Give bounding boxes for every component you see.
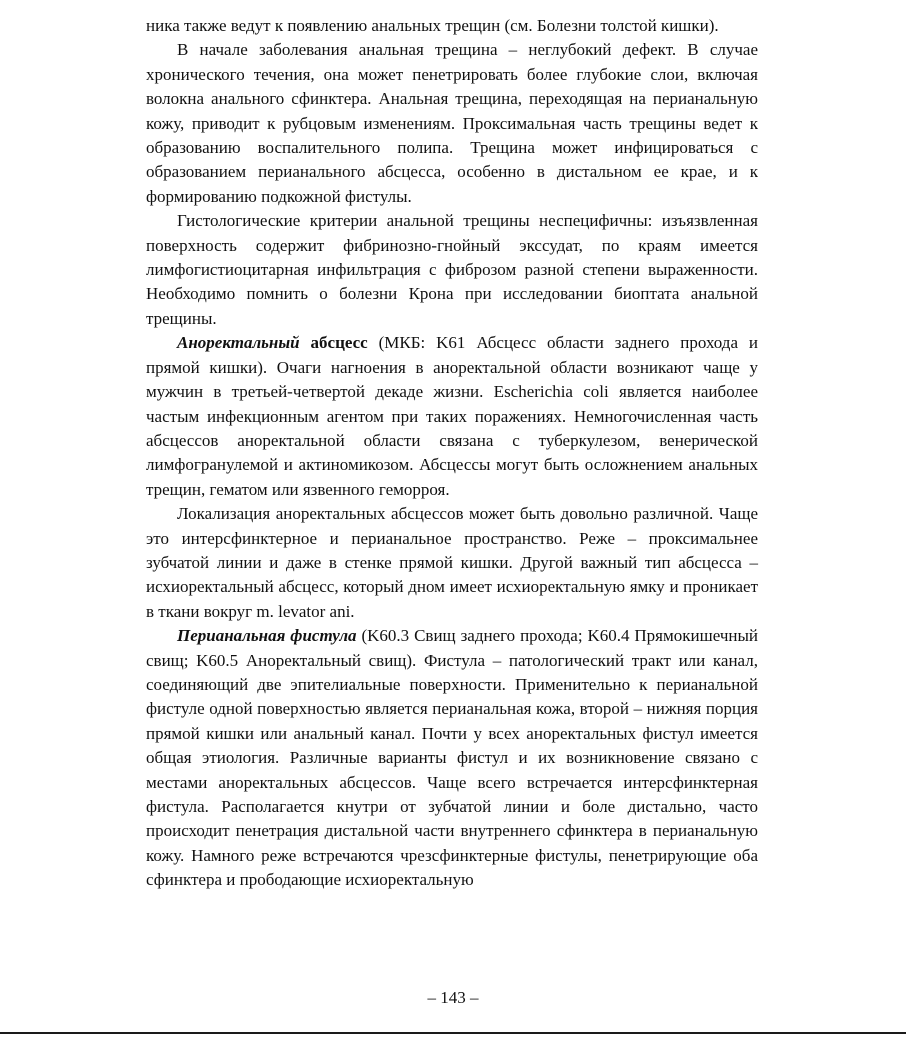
paragraph-histology-criteria: Гистологические критерии анальной трещины неспецифичны: изъязвленная поверхность содержит фибринозно-гнойный экссудат, по краям имеется лимфогистиоцитарная инфильтрация с фиброзом разной степени выраженности. Необходимо помнить о болезни Крона при исследовании биоптата анальной трещины. [146, 211, 758, 328]
document-page [146, 14, 758, 893]
paragraph-abscess-localization: Локализация аноректальных абсцессов может быть довольно различной. Чаще это интерсфинктерное и перианальное пространство. Реже – проксимальнее зубчатой линии и даже в стенке прямой кишки. Другой важный тип абсцесса – исхиоректальный абсцесс, который дном имеет исхиоректальную ямку и проникает в ткани вокруг m. levator ani. [146, 504, 758, 621]
paragraph-body: (K60.3 Свищ заднего прохода; K60.4 Прямокишечный свищ; K60.5 Аноректальный свищ). Фистула – патологический тракт или канал, соединяющий две эпителиальные поверхности. Применительно к перианальной фистуле одной поверхностью является перианальная кожа, второй – нижняя порция прямой кишки или анальный канал. Почти у всех аноректальных фистул имеется общая этиология. Различные варианты фистул и их возникновение связано с местами аноректальных абсцессов. Чаще всего встречается интерсфинктерная фистула. Располагается кнутри от зубчатой линии и боле дистально, часто происходит пенетрация дистальной части внутреннего сфинктера в перианальную кожу. Намного реже встречаются чрезсфинктерные фистулы, пенетрирующие оба сфинктера и прободающие исхиоректальную [146, 626, 758, 890]
section-heading-perianal-fistula: Перианальная фистула [177, 626, 357, 646]
page-number: – 143 – [427, 988, 479, 1007]
paragraph-continuation: ника также ведут к появлению анальных трещин (см. Болезни толстой кишки). [146, 16, 719, 35]
section-heading-abscess: абсцесс [299, 333, 368, 353]
paragraph-anal-fissure-description: В начале заболевания анальная трещина – неглубокий дефект. В случае хронического течения, она может пенетрировать более глубокие слои, включая волокна анального сфинктера. Анальная трещина, переходящая на перианальную кожу, приводит к рубцовым изменениям. Проксимальная часть трещины ведет к образованию воспалительного полипа. Трещина может инфицироваться с образованием перианального абсцесса, особенно в дистальном ее крае, и к формированию подкожной фистулы. [146, 40, 758, 206]
page-bottom-divider [0, 1032, 906, 1034]
section-heading-anorectal: Аноректальный [177, 333, 300, 353]
paragraph-body: (МКБ: K61 Абсцесс области заднего прохода и прямой кишки). Очаги нагноения в аноректальной области возникают чаще у мужчин в третьей-четвертой декаде жизни. Escherichia coli является наиболее частым инфекционным агентом при таких поражениях. Немногочисленная часть абсцессов аноректальной области связана с туберкулезом, венерической лимфогранулемой и актиномикозом. Абсцессы могут быть осложнением анальных трещин, гематом или язвенного геморроя. [146, 333, 759, 499]
paragraph-perianal-fistula [146, 624, 758, 892]
paragraph-anorectal-abscess [146, 331, 758, 502]
